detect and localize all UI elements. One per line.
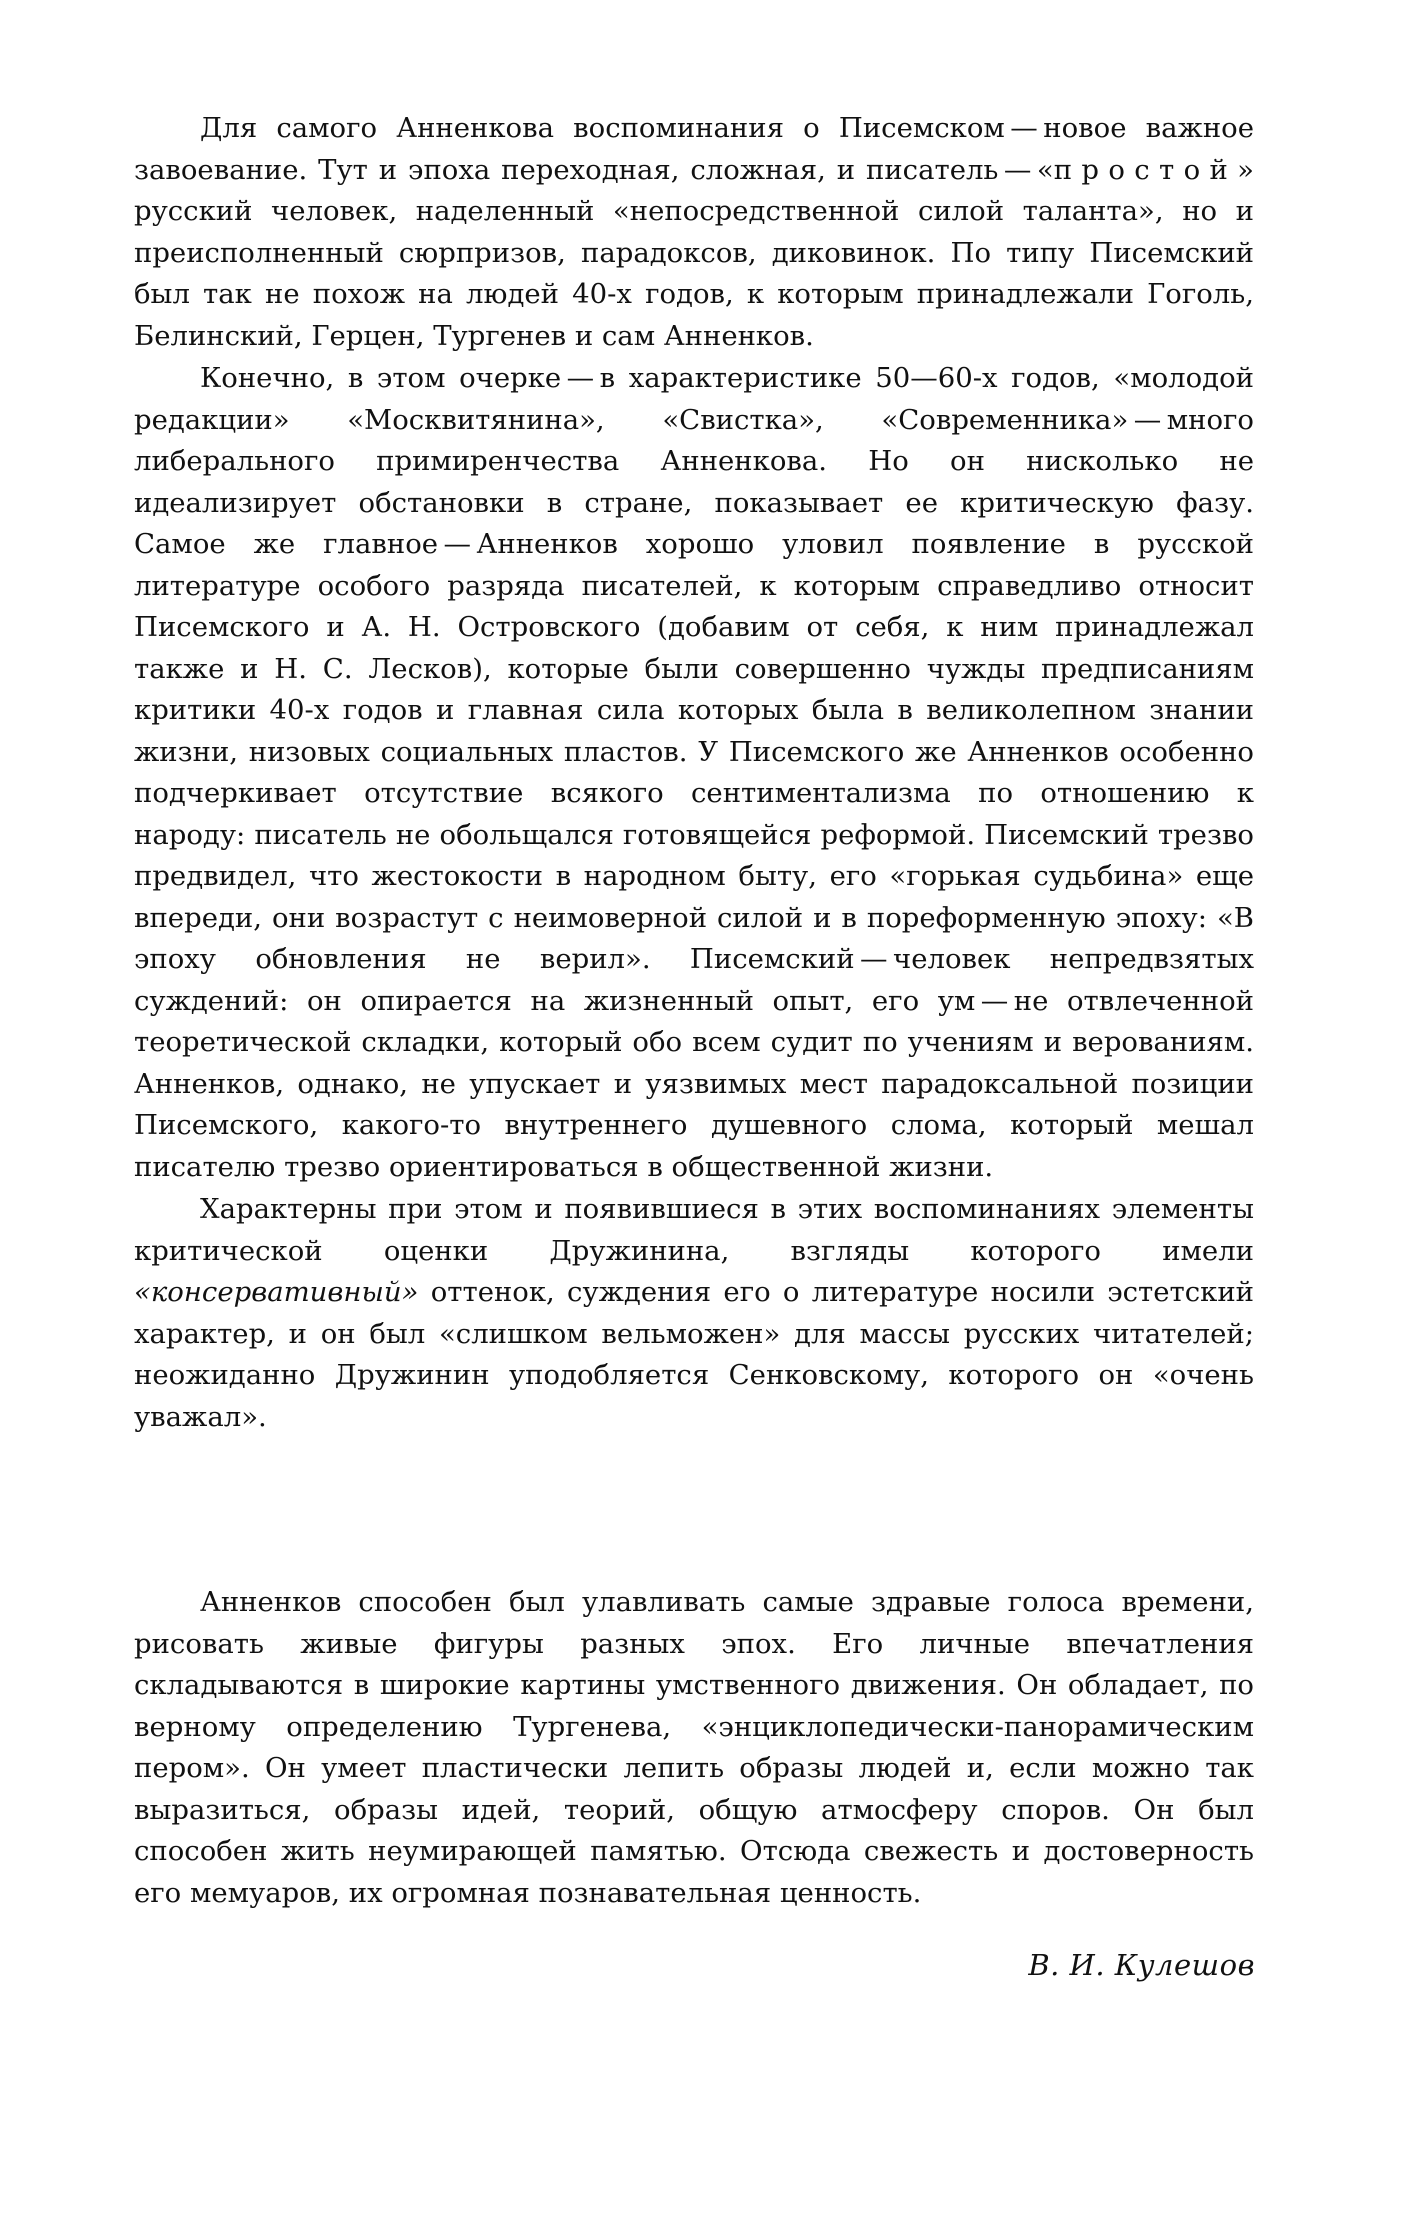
paragraph-text: » русский человек, наделенный «непосредственной силой таланта», но и преисполненный сюрпризов, парадоксов, диковинок. По типу Писемский был так не похож на людей 40-х годов, к которым принадлежали Гоголь, Белинский, Герцен, Тургенев и сам Анненков. <box>134 153 1254 352</box>
paragraph-text: оттенок, суждения его о литературе носили эстетский характер, и он был «слишком вельможен» для массы русских читателей; неожиданно Дружинин уподобляется Сенковскому, которого он «очень уважал». <box>134 1276 1254 1433</box>
italic-emphasis: «консервативный» <box>134 1276 419 1308</box>
paragraph <box>134 1189 1254 1438</box>
closing-text-block <box>134 1582 1254 1914</box>
main-text-block <box>134 108 1254 1438</box>
paragraph: Анненков способен был улавливать самые здравые голоса времени, рисовать живые фигуры разных эпох. Его личные впечатления складываются в широкие картины умственного движения. Он обладает, по верному определению Тургенева, «энциклопедически-панорамическим пером». Он умеет пластически лепить образы людей и, если можно так выразиться, образы идей, теорий, общую атмосферу споров. Он был способен жить неумирающей памятью. Отсюда свежесть и достоверность его мемуаров, их огромная познавательная ценность. <box>134 1586 1254 1909</box>
spaced-emphasis: простой <box>1053 153 1238 186</box>
paragraph: Конечно, в этом очерке — в характеристике 50—60-х годов, «молодой редакции» «Москвитянина», «Свистка», «Современника» — много либерального примиренчества Анненкова. Но он нисколько не идеализирует обстановки в стране, показывает ее критическую фазу. Самое же главное — Анненков хорошо уловил появление в русской литературе особого разряда писателей, к которым справедливо относит Писемского и А. Н. Островского (добавим от себя, к ним принадлежал также и Н. С. Лесков), которые были совершенно чужды предписаниям критики 40-х годов и главная сила которых была в великолепном знании жизни, низовых социальных пластов. У Писемского же Анненков особенно подчеркивает отсутствие всякого сентиментализма по отношению к народу: писатель не обольщался готовящейся реформой. Писемский трезво предвидел, что жестокости в народном быту, его «горькая судьбина» еще впереди, они возрастут с неимоверной силой и в пореформенную эпоху: «В эпоху обновления не верил». Писемский — человек непредвзятых суждений: он опирается на жизненный опыт, его ум — не отвлеченной теоретической складки, который обо всем судит по учениям и верованиям. Анненков, однако, не упускает и уязвимых мест парадоксальной позиции Писемского, какого-то внутреннего душевного слома, который мешал писателю трезво ориентироваться в общественной жизни. <box>134 362 1254 1183</box>
paragraph <box>134 108 1254 357</box>
author-signature: В. И. Кулешов <box>1028 1948 1255 1982</box>
paragraph-text: Характерны при этом и появившиеся в этих воспоминаниях элементы критической оценки Дружинина, взгляды которого имели <box>134 1193 1254 1267</box>
paragraph-text: Для самого Анненкова воспоминания о Писемском — новое важное завоевание. Тут и эпоха переходная, сложная, и писатель — « <box>134 112 1254 186</box>
